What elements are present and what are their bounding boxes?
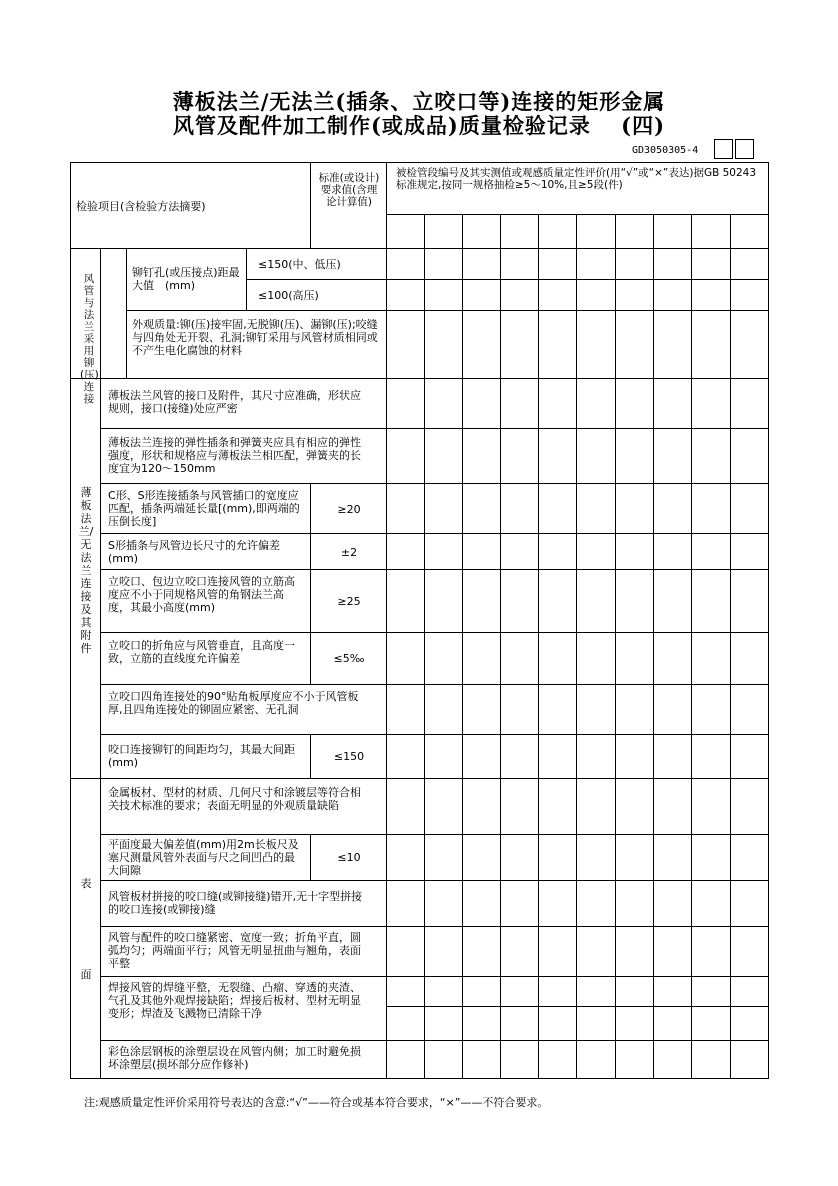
thin-item-8-std: ≤150 bbox=[333, 750, 365, 763]
thin-item-6: 立咬口的折角应与风管垂直，且高度一致，立筋的直线度允许偏差 bbox=[108, 639, 295, 665]
surface-item-5: 焊接风管的焊缝平整，无裂缝、凸瘤、穿透的夹渣、气孔及其他外观焊接缺陷；焊接后板材、型材无明显变形；焊渣及飞溅物已清除干净 bbox=[108, 981, 361, 1020]
surface-item-2-std: ≤10 bbox=[337, 851, 361, 864]
footnote: 注:观感质量定性评价采用符号表达的含意:“√”——符合或基本符合要求，“×”——不符合要求。 bbox=[84, 1096, 549, 1109]
section-thin-flange-label: 薄板法兰/无法兰连接及其附件 bbox=[78, 486, 94, 655]
section-surface-label-top: 表 bbox=[80, 877, 92, 890]
thin-item-3-std: ≥20 bbox=[337, 503, 361, 516]
thin-item-2: 薄板法兰连接的弹性插条和弹簧夹应具有相应的弹性强度，形状和规格应与薄板法兰相匹配，弹簧夹的长度宜为120～150mm bbox=[108, 436, 361, 475]
thin-item-8: 咬口连接铆钉的间距均匀，其最大间距 (mm) bbox=[108, 743, 306, 769]
surface-item-3: 风管板材拼接的咬口缝(或铆接缝)错开,无十字型拼接的咬口连接(或铆接)缝 bbox=[108, 890, 363, 916]
thin-item-4-std: ±2 bbox=[340, 546, 358, 559]
surface-item-1: 金属板材、型材的材质、几何尺寸和涂镀层等符合相关技术标准的要求；表面无明显的外观质量缺陷 bbox=[108, 786, 361, 812]
section-surface-label-bottom: 面 bbox=[80, 968, 92, 981]
surface-item-4: 风管与配件的咬口缝紧密、宽度一致；折角平直，圆弧均匀；两端面平行；风管无明显扭曲与翘角，表面平整 bbox=[108, 931, 361, 970]
rivet-std-high: ≤100(高压) bbox=[258, 289, 319, 302]
section-rivet-label: 风管与法兰采用铆(压)连接 bbox=[80, 273, 99, 405]
form-title-line1: 薄板法兰/无法兰(插条、立咬口等)连接的矩形金属 bbox=[172, 89, 666, 114]
thin-item-4: S形插条与风管边长尺寸的允许偏差(mm) bbox=[108, 539, 280, 565]
header-standard-column: 标准(或设计)要求值(含理论计算值) bbox=[318, 172, 380, 208]
rivet-spacing-label: 铆钉孔(或压接点)距最大值 (mm) bbox=[132, 266, 240, 292]
form-title-line2: 风管及配件加工制作(或成品)质量检验记录 (四) bbox=[172, 113, 666, 138]
thin-item-5-std: ≥25 bbox=[337, 595, 361, 608]
thin-item-7: 立咬口四角连接处的90°贴角板厚度应不小于风管板厚,且四角连接处的铆固应紧密、无孔洞 bbox=[108, 690, 359, 716]
header-measurement-column: 被检管段编号及其实测值或观感质量定性评价(用“√”或“×”表达)据GB 50243标准规定,按同一规格抽检≥5～10%,且≥5段(件) bbox=[396, 167, 757, 191]
form-code: GD3050305-4 bbox=[632, 145, 699, 156]
thin-item-1: 薄板法兰风管的接口及附件，其尺寸应准确，形状应规则，接口(接缝)处应严密 bbox=[108, 389, 361, 415]
surface-item-2: 平面度最大偏差值(mm)用2m长板尺及塞尺测量风管外表面与尺之间凹凸的最大间隙 bbox=[108, 838, 299, 877]
thin-item-6-std: ≤5‰ bbox=[333, 652, 365, 665]
header-item-column: 检验项目(含检验方法摘要) bbox=[76, 200, 206, 213]
thin-item-5: 立咬口、包边立咬口连接风管的立筋高度应不小于同规格风管的角钢法兰高度，其最小高度(mm) bbox=[108, 575, 295, 614]
surface-item-6: 彩色涂层钢板的涂塑层设在风管内侧；加工时避免损坏涂塑层(损坏部分应作修补) bbox=[108, 1045, 361, 1071]
rivet-appearance: 外观质量:铆(压)接牢固,无脱铆(压)、漏铆(压);咬缝与四角处无开裂、孔洞;铆钉采用与风管材质相同或不产生电化腐蚀的材料 bbox=[132, 318, 378, 357]
thin-item-3: C形、S形连接插条与风管插口的宽度应匹配，插条两端延长量[(mm),即两端的压倒长度] bbox=[108, 489, 300, 528]
rivet-std-medium-low: ≤150(中、低压) bbox=[258, 258, 341, 271]
